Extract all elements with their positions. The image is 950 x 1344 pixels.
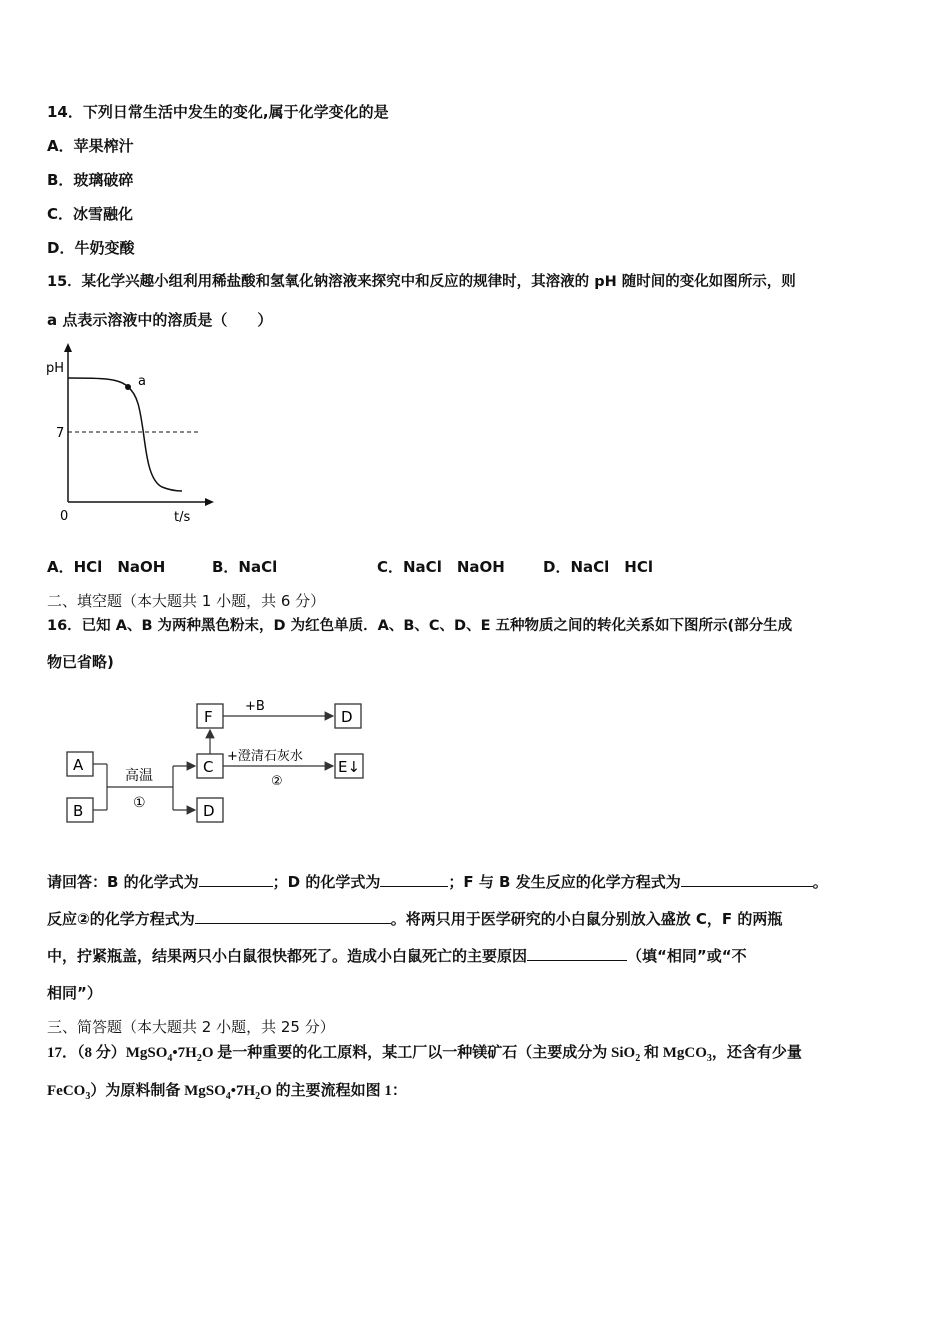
box-e-label: E↓ (338, 758, 361, 776)
answer-blank-f-b-equation[interactable] (681, 872, 813, 887)
q17-l2-text-2: ）为原料制备 MgSO (90, 1083, 226, 1099)
point-a (125, 384, 131, 390)
box-c-label: C (203, 758, 214, 776)
q16-answer-text-8: （填“相同”或“不 (627, 947, 747, 965)
box-f-label: F (204, 708, 213, 726)
ph-curve (68, 378, 182, 491)
q16-answer-line4: 相同”） (47, 984, 102, 1002)
q15-option-d: D．NaCl HCl (543, 558, 653, 576)
section2-heading: 二、填空题（本大题共 1 小题，共 6 分） (47, 592, 326, 610)
q17-l2-text-1: FeCO (47, 1083, 86, 1099)
q17-text-3: O 是一种重要的化工原料，某工厂以一种镁矿石（主要成分为 SiO (201, 1045, 636, 1061)
reaction-flow-diagram (55, 690, 375, 840)
condition-limewater: +澄清石灰水 (227, 749, 303, 764)
condition-high-temp: 高温 (125, 768, 153, 784)
q17-sub-2: 2 (196, 1053, 202, 1064)
q17-text-4: 和 MgCO (640, 1045, 707, 1061)
q16-answer-line3 (47, 946, 747, 966)
q16-answer-line1 (47, 872, 828, 892)
box-d-lower-label: D (203, 802, 215, 820)
box-a-label: A (73, 756, 84, 774)
q16-answer-text-1: 请回答：B 的化学式为 (47, 873, 199, 891)
box-b-label: B (73, 802, 84, 820)
point-a-label: a (138, 374, 146, 389)
q14-option-d: D．牛奶变酸 (47, 239, 135, 257)
q17-text-5: ，还含有少量 (711, 1045, 802, 1061)
q17-l2-sub-2: 4 (225, 1091, 231, 1102)
y-axis-arrow (64, 343, 72, 352)
answer-blank-b-formula[interactable] (199, 872, 273, 887)
q15-stem-line1: 15．某化学兴趣小组利用稀盐酸和氢氧化钠溶液来探究中和反应的规律时，其溶液的 pH 随时间的变化如图所示，则 (47, 274, 796, 290)
condition-2: ② (271, 774, 283, 789)
q14-option-a: A．苹果榨汁 (47, 137, 134, 155)
q16-answer-text-3: ；F 与 B 发生反应的化学方程式为 (448, 873, 681, 891)
q16-answer-text-4: 。 (812, 873, 828, 891)
q16-answer-text-7: 中，拧紧瓶盖，结果两只小白鼠很快都死了。造成小白鼠死亡的主要原因 (47, 947, 528, 965)
q17-l2-sub-1: 3 (85, 1091, 91, 1102)
q17-text-2: •7H (172, 1045, 197, 1061)
condition-1: ① (133, 795, 146, 811)
ph-graph (40, 340, 230, 530)
q17-sub-4: 3 (706, 1053, 712, 1064)
q15-option-c: C．NaCl NaOH (377, 558, 505, 576)
answer-blank-d-formula[interactable] (380, 872, 448, 887)
q16-answer-text-2: ；D 的化学式为 (272, 873, 381, 891)
section3-heading: 三、简答题（本大题共 2 小题，共 25 分） (47, 1018, 335, 1036)
q17-l2-text-4: O 的主要流程如图 1： (260, 1083, 407, 1099)
q16-stem-line2: 物已省略) (47, 653, 114, 671)
q17-text-1: 17．（8 分）MgSO (47, 1045, 168, 1061)
q16-answer-text-6: 。将两只用于医学研究的小白鼠分别放入盛放 C，F 的两瓶 (390, 910, 783, 928)
x-axis-arrow (205, 498, 214, 506)
q14-option-c: C．冰雪融化 (47, 205, 134, 223)
q17-l2-sub-3: 2 (255, 1091, 261, 1102)
q14-option-b: B．玻璃破碎 (47, 171, 134, 189)
q16-answer-text-5: 反应②的化学方程式为 (47, 910, 195, 928)
q17-stem-line2 (47, 1081, 407, 1107)
q15-stem-line2: a 点表示溶液中的溶质是（ ） (47, 311, 273, 329)
y-axis-label: pH (46, 361, 65, 376)
q16-stem-line1: 16．已知 A、B 为两种黑色粉末，D 为红色单质．A、B、C、D、E 五种物质之间的转化关系如下图所示(部分生成 (47, 618, 793, 634)
q17-sub-3: 2 (635, 1053, 641, 1064)
q16-answer-line2 (47, 909, 782, 929)
condition-plus-b: +B (245, 699, 265, 714)
answer-blank-death-cause[interactable] (527, 946, 627, 961)
q14-stem: 14．下列日常生活中发生的变化,属于化学变化的是 (47, 103, 389, 121)
ph7-label: 7 (56, 426, 65, 441)
q17-sub-1: 4 (167, 1053, 173, 1064)
answer-blank-reaction2-equation[interactable] (195, 909, 391, 924)
x-axis-label: t/s (174, 510, 191, 525)
q15-option-b: B．NaCl (212, 558, 278, 576)
q15-option-a: A．HCl NaOH (47, 558, 166, 576)
box-d-upper-label: D (341, 708, 353, 726)
q17-stem-line1 (47, 1043, 802, 1069)
q17-l2-text-3: •7H (230, 1083, 256, 1099)
origin-label: 0 (60, 509, 69, 524)
